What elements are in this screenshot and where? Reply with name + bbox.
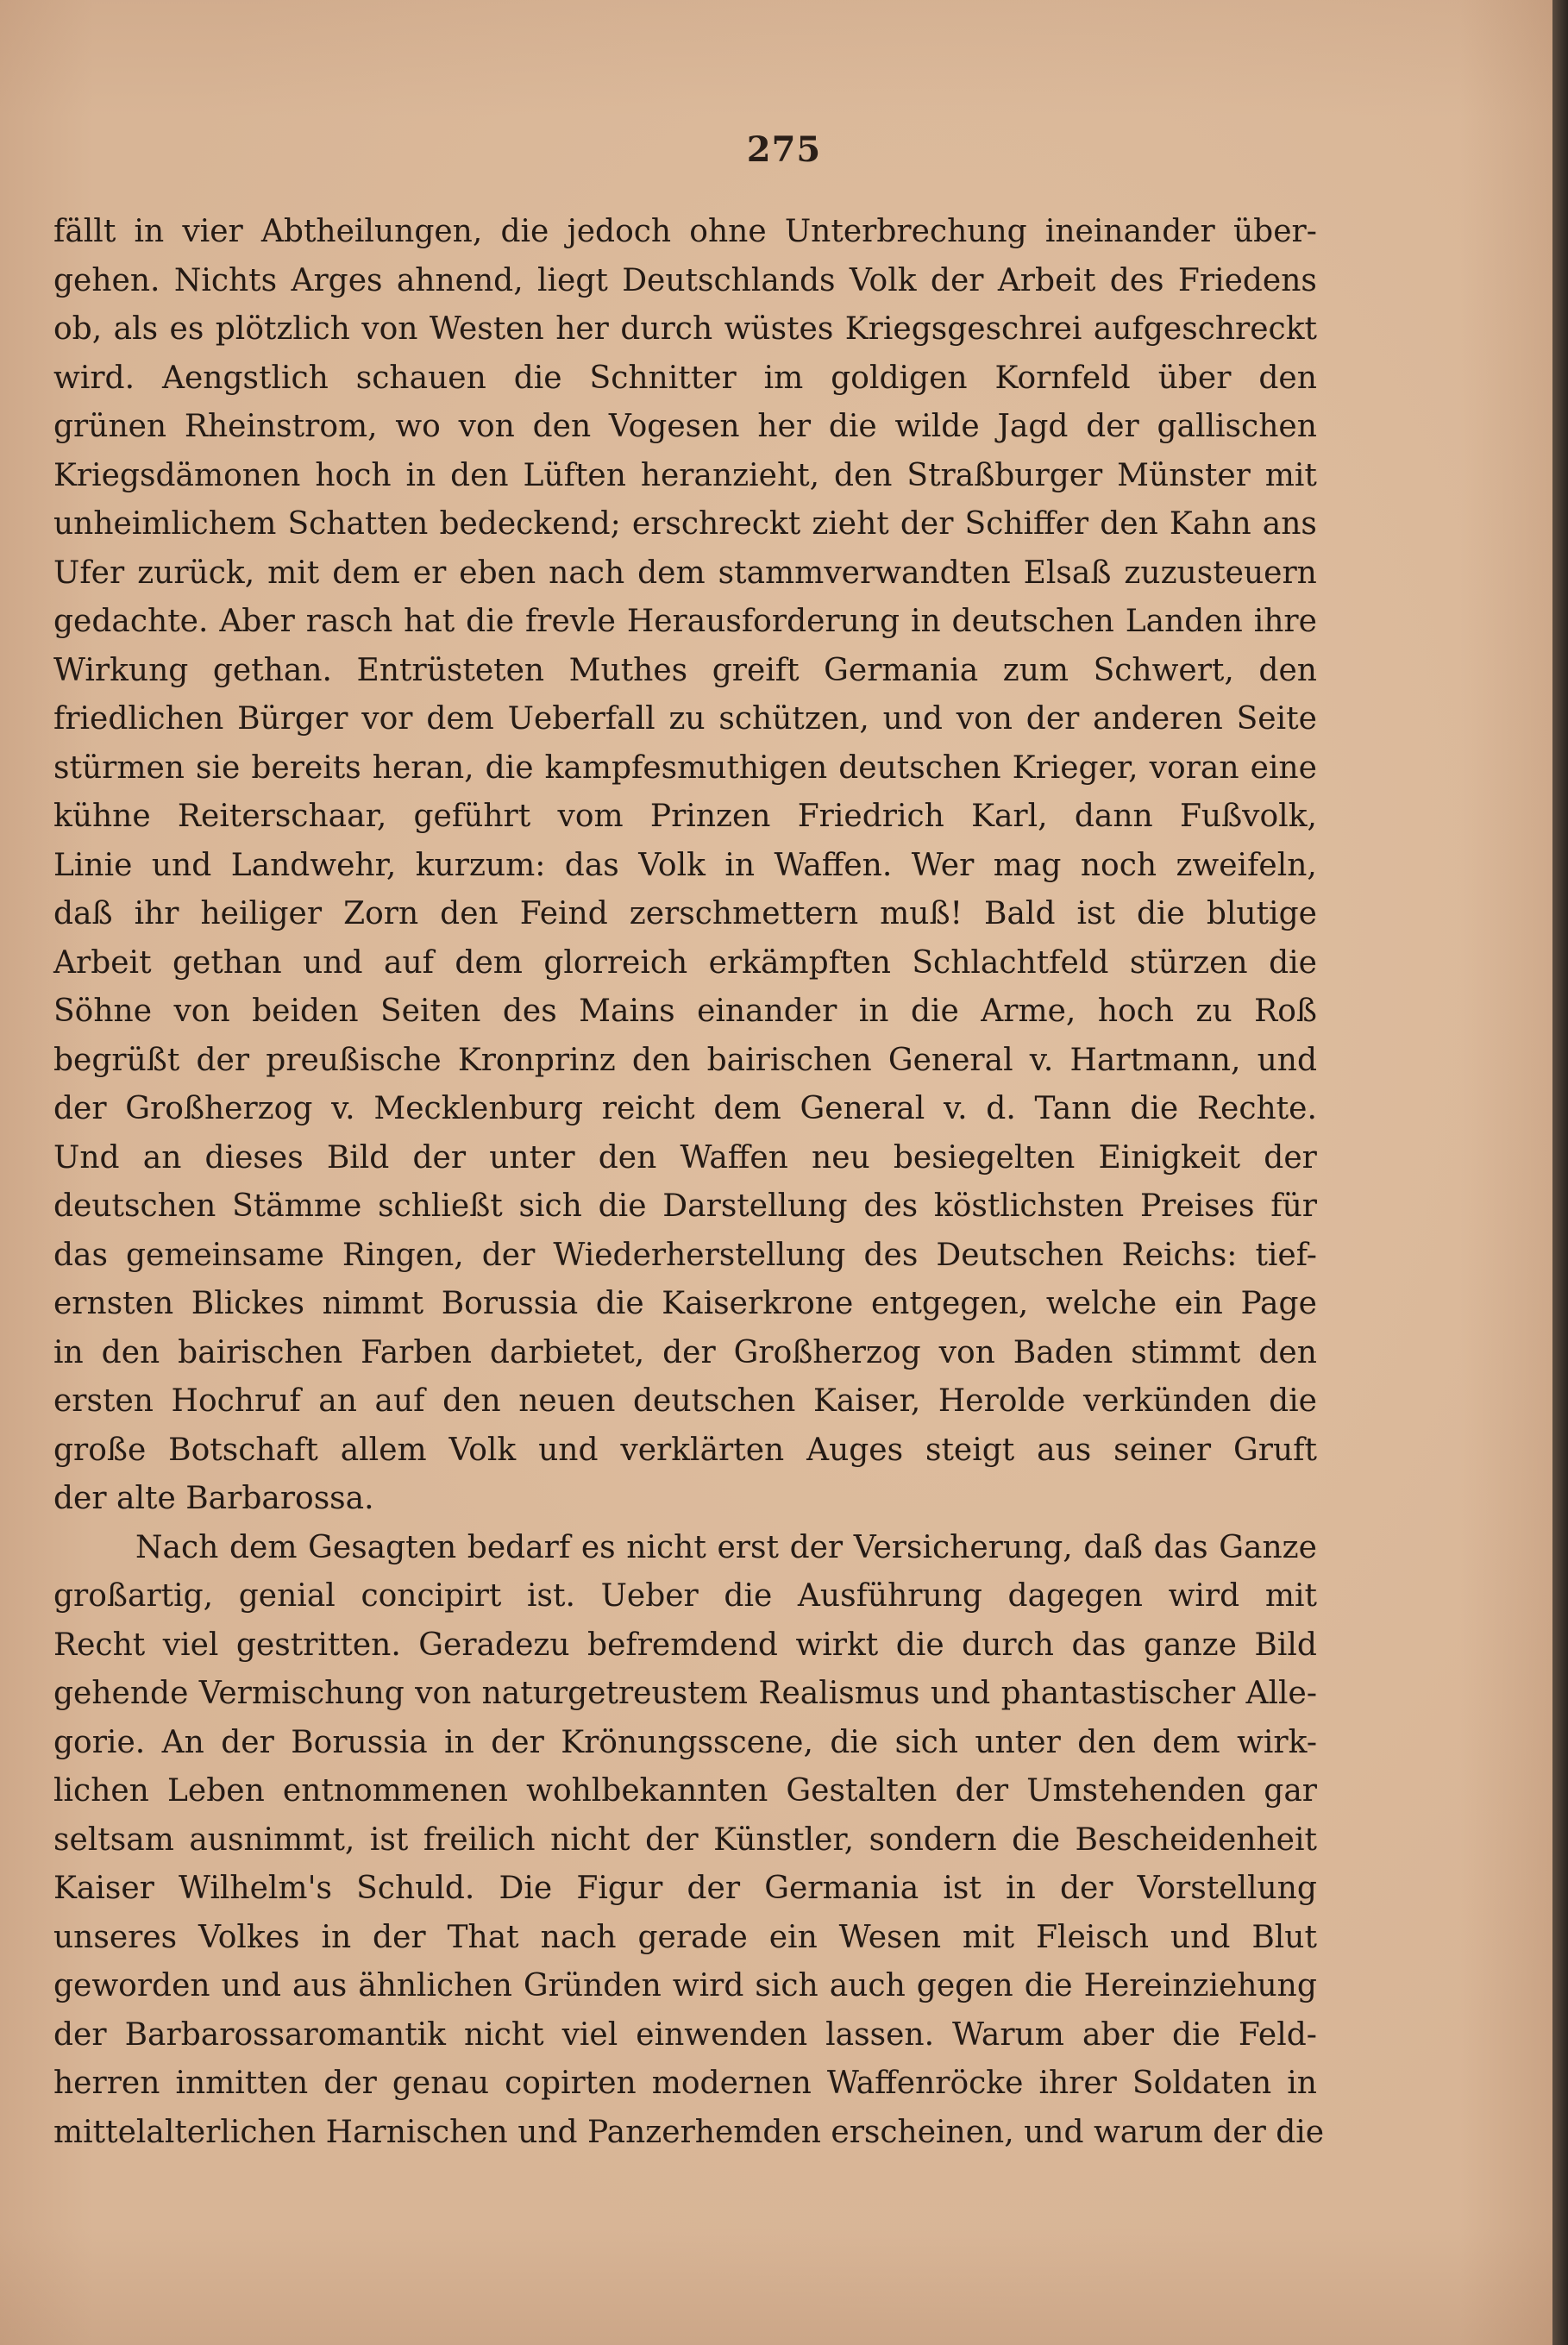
text-line: Söhne von beiden Seiten des Mains einander in die Arme, hoch zu Roß [53,994,1317,1029]
text-line: der Barbarossaromantik nicht viel einwenden lassen. Warum aber die Feld- [53,2016,1317,2053]
text-line: deutschen Stämme schließt sich die Darstellung des köstlichsten Preises für [53,1188,1317,1224]
text-line: unseres Volkes in der That nach gerade ein Wesen mit Fleisch und Blut [53,1919,1317,1955]
text-line: in den bairischen Farben darbietet, der Großherzog von Baden stimmt den [53,1334,1317,1370]
text-line: stürmen sie bereits heran, die kampfesmuthigen deutschen Krieger, voran eine [53,749,1317,786]
body-text [53,208,1325,2157]
text-line: ob, als es plötzlich von Westen her durch wüstes Kriegsgeschrei aufgeschreckt [53,311,1317,347]
text-line: Kriegsdämonen hoch in den Lüften heranzieht, den Straßburger Münster mit [53,457,1317,493]
text-line: gehende Vermischung von naturgetreustem Realismus und phantastischer Alle- [53,1676,1317,1711]
text-line: ernsten Blickes nimmt Borussia die Kaiserkrone entgegen, welche ein Page [53,1286,1317,1321]
text-line: gorie. An der Borussia in der Krönungsscene, die sich unter den dem wirk- [53,1724,1317,1760]
text-line: der Großherzog v. Mecklenburg reicht dem General v. d. Tann die Rechte. [53,1091,1317,1126]
text-line: Nach dem Gesagten bedarf es nicht erst der Versicherung, daß das Ganze [135,1529,1317,1565]
text-line: fällt in vier Abtheilungen, die jedoch ohne Unterbrechung ineinander über- [53,214,1317,249]
text-line: wird. Aengstlich schauen die Schnitter im goldigen Kornfeld über den [53,360,1317,396]
paragraph-1 [53,208,1317,1524]
text-line: Ufer zurück, mit dem er eben nach dem stammverwandten Elsaß zuzusteuern [53,555,1317,591]
text-line: herren inmitten der genau copirten modernen Waffenröcke ihrer Soldaten in [53,2066,1317,2101]
text-line: Kaiser Wilhelm's Schuld. Die Figur der Germania ist in der Vorstellung [53,1871,1317,1906]
text-line: Und an dieses Bild der unter den Waffen neu besiegelten Einigkeit der [53,1139,1317,1176]
text-line: grünen Rheinstrom, wo von den Vogesen her die wilde Jagd der gallischen [53,409,1317,444]
text-line: begrüßt der preußische Kronprinz den bairischen General v. Hartmann, und [53,1042,1317,1078]
text-line: Linie und Landwehr, kurzum: das Volk in Waffen. Wer mag noch zweifeln, [53,847,1317,883]
text-line: unheimlichem Schatten bedeckend; erschreckt zieht der Schiffer den Kahn ans [53,506,1317,542]
text-line: seltsam ausnimmt, ist freilich nicht der Künstler, sondern die Bescheidenheit [53,1821,1317,1858]
page-edge-shadow [1552,0,1568,2345]
text-line: Arbeit gethan und auf dem glorreich erkämpften Schlachtfeld stürzen die [53,944,1317,981]
page-number: 275 [746,129,822,170]
text-line: Wirkung gethan. Entrüsteten Muthes greift Germania zum Schwert, den [53,652,1317,688]
text-line: ersten Hochruf an auf den neuen deutschen Kaiser, Herolde verkünden die [53,1383,1317,1419]
text-line: lichen Leben entnommenen wohlbekannten Gestalten der Umstehenden gar [53,1773,1317,1809]
text-line: das gemeinsame Ringen, der Wiederherstellung des Deutschen Reichs: tief- [53,1237,1317,1273]
text-line: kühne Reiterschaar, geführt vom Prinzen Friedrich Karl, dann Fußvolk, [53,799,1317,834]
text-line: der alte Barbarossa. [53,1481,374,1516]
paragraph-2 [53,1524,1325,2158]
text-line: gehen. Nichts Arges ahnend, liegt Deutschlands Volk der Arbeit des Friedens [53,262,1317,298]
text-line: mittelalterlichen Harnischen und Panzerhemden erscheinen, und warum der die [53,2114,1325,2150]
text-line: großartig, genial concipirt ist. Ueber die Ausführung dagegen wird mit [53,1578,1317,1614]
text-line: große Botschaft allem Volk und verklärten Auges steigt aus seiner Gruft [53,1432,1317,1468]
text-line: Recht viel gestritten. Geradezu befremdend wirkt die durch das ganze Bild [53,1627,1317,1663]
text-line: geworden und aus ähnlichen Gründen wird sich auch gegen die Hereinziehung [53,1968,1317,2003]
text-line: daß ihr heiliger Zorn den Feind zerschmettern muß! Bald ist die blutige [53,896,1317,931]
text-line: friedlichen Bürger vor dem Ueberfall zu schützen, und von der anderen Seite [53,701,1317,737]
text-line: gedachte. Aber rasch hat die frevle Herausforderung in deutschen Landen ihre [53,604,1317,639]
